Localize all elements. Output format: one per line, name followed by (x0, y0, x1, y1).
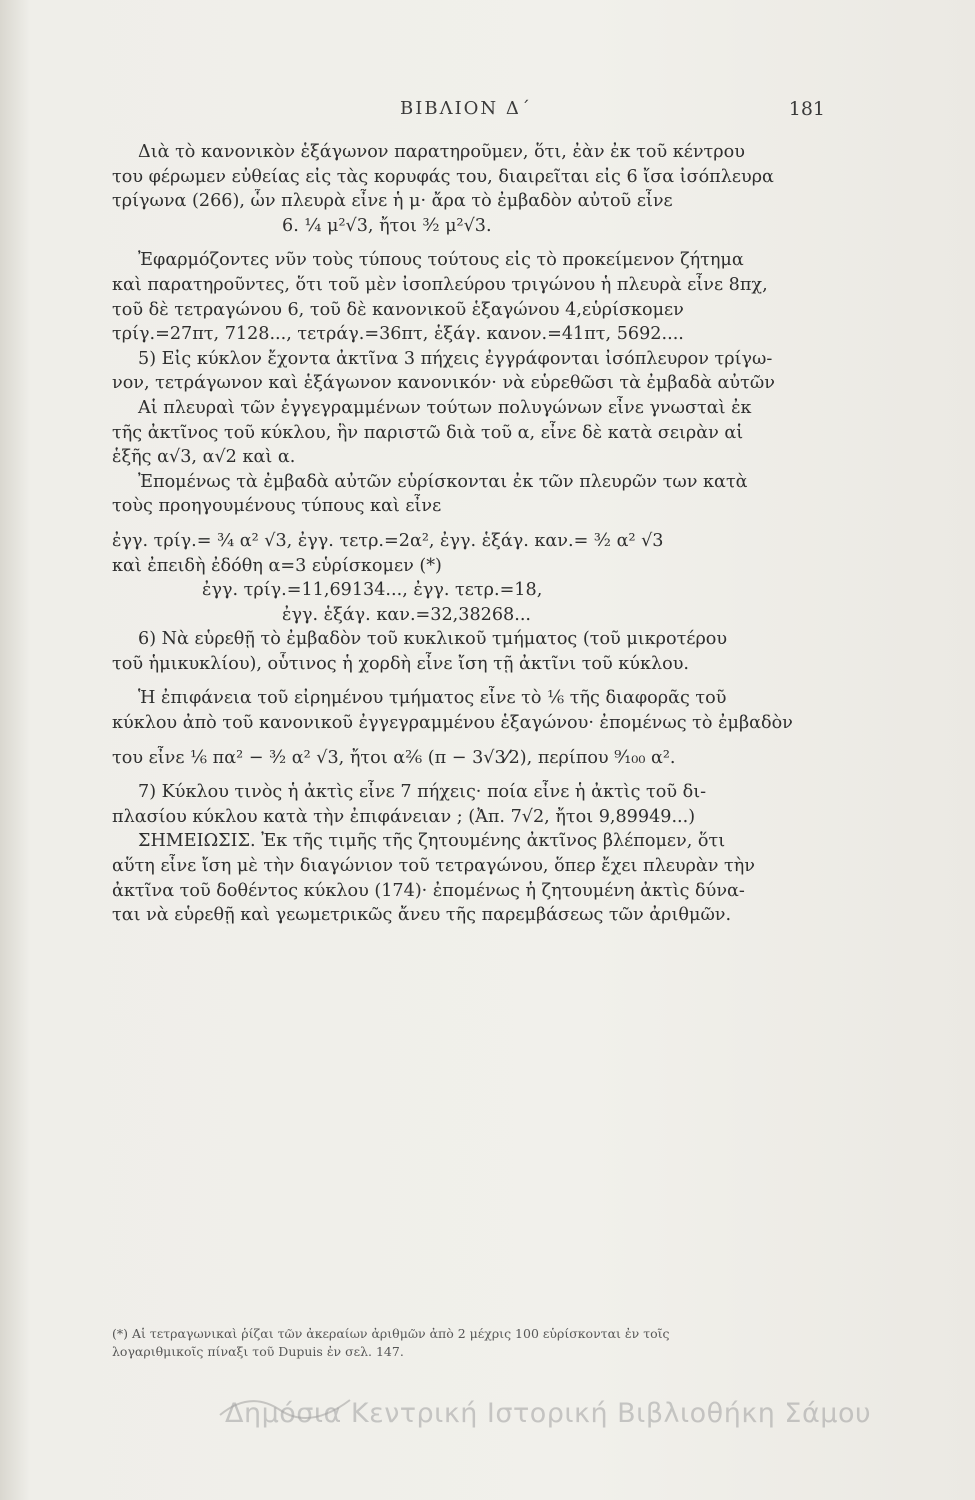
text-line: Διὰ τὸ κανονικὸν ἑξάγωνον παρατηροῦμεν, ὅτι, ἐὰν ἐκ τοῦ κέντρου (138, 142, 745, 162)
page-number: 181 (788, 98, 825, 120)
problem-7-line: 7) Κύκλου τινὸς ἡ ἀκτὶς εἶνε 7 πήχεις· ποία εἶνε ἡ ἀκτὶς τοῦ δι- (138, 782, 707, 803)
text-line: αὕτη εἶνε ἴση μὲ τὴν διαγώνιον τοῦ τετραγώνου, ὅπερ ἔχει πλευρὰν τὴν (112, 856, 756, 877)
problem-6-line: 6) Νὰ εὑρεθῇ τὸ ἐμβαδὸν τοῦ κυκλικοῦ τμήματος (τοῦ μικροτέρου (138, 629, 728, 650)
text-line: τοὺς προηγουμένους τύπους καὶ εἶνε (112, 496, 442, 517)
text-line: πλασίου κύκλου κατὰ τὴν ἐπιφάνειαν ; (Ἀπ. 7√2, ἤτοι 9,89949...) (112, 806, 696, 827)
text-line: ἀκτῖνα τοῦ δοθέντος κύκλου (174)· ἐπομένως ἡ ζητουμένη ἀκτὶς δύνα- (112, 880, 745, 901)
formula-line: ἑξῆς α√3, α√2 καὶ α. (112, 447, 296, 468)
text-line: Ἐφαρμόζοντες νῦν τοὺς τύπους τούτους εἰς τὸ προκείμενον ζήτημα (138, 250, 744, 271)
text-line: τοῦ δὲ τετραγώνου 6, τοῦ δὲ κανονικοῦ ἑξαγώνου 4,εὑρίσκομεν (112, 299, 684, 320)
formula-line: ἐγγ. ἑξάγ. καν.=32,38268... (282, 604, 532, 625)
text-line: Ἡ ἐπιφάνεια τοῦ εἰρημένου τμήματος εἶνε τὸ ⅙ τῆς διαφορᾶς τοῦ (138, 688, 727, 709)
formula-line: του εἶνε ⅙ πα² − ³⁄₂ α² √3, ἤτοι α²⁄₆ (π − 3√3⁄2), περίπου ⁹⁄₁₀₀ α². (112, 747, 676, 768)
footnote-line: (*) Αἱ τετραγωνικαὶ ῥίζαι τῶν ἀκεραίων ἀριθμῶν ἀπὸ 2 μέχρις 100 εὑρίσκονται ἐν τοῖς (112, 1326, 670, 1341)
text-line: κύκλου ἀπὸ τοῦ κανονικοῦ ἐγγεγραμμένου ἑξαγώνου· ἐπομένως τὸ ἐμβαδὸν (112, 713, 793, 734)
problem-5-line: 5) Εἰς κύκλον ἔχοντα ἀκτῖνα 3 πήχεις ἐγγράφονται ἰσόπλευρον τρίγω- (138, 348, 773, 369)
text-line: τρίγ.=27πτ, 7128..., τετράγ.=36πτ, ἑξάγ. κανον.=41πτ, 5692.... (112, 324, 684, 345)
text-line: τρίγωνα (266), ὧν πλευρὰ εἶνε ἡ μ· ἄρα τὸ ἐμβαδὸν αὐτοῦ εἶνε (112, 191, 673, 212)
text-line: του φέρωμεν εὐθείας εἰς τὰς κορυφάς του, διαιρεῖται εἰς 6 ἴσα ἰσόπλευρα (112, 166, 774, 187)
text-line: Αἱ πλευραὶ τῶν ἐγγεγραμμένων τούτων πολυγώνων εἶνε γνωσταὶ ἐκ (138, 397, 752, 418)
text-line: καὶ παρατηροῦντες, ὅτι τοῦ μὲν ἰσοπλεύρου τριγώνου ἡ πλευρὰ εἶνε 8πχ, (112, 274, 768, 295)
formula-line: ἐγγ. τρίγ.=11,69134..., ἐγγ. τετρ.=18, (202, 580, 543, 601)
library-watermark: Δημόσια Κεντρική Ιστορική Βιβλιοθήκη Σάμου (225, 1398, 872, 1429)
formula-line: ἐγγ. τρίγ.= ¾ α² √3, ἐγγ. τετρ.=2α², ἐγγ. ἑξάγ. καν.= ³⁄₂ α² √3 (112, 530, 664, 551)
text-line: ται νὰ εὑρεθῇ καὶ γεωμετρικῶς ἄνευ τῆς παρεμβάσεως τῶν ἀριθμῶν. (112, 905, 732, 926)
page-header (0, 98, 975, 128)
body-text (112, 140, 844, 928)
remark-line: ΣΗΜΕΙΩΣΙΣ. Ἐκ τῆς τιμῆς τῆς ζητουμένης ἀκτῖνος βλέπομεν, ὅτι (138, 831, 726, 852)
text-line: Ἐπομένως τὰ ἐμβαδὰ αὐτῶν εὑρίσκονται ἐκ τῶν πλευρῶν των κατὰ (138, 471, 748, 492)
text-line: νον, τετράγωνον καὶ ἑξάγωνον κανονικόν· νὰ εὑρεθῶσι τὰ ἐμβαδὰ αὐτῶν (112, 373, 775, 394)
text-line: καὶ ἐπειδὴ ἐδόθη α=3 εὑρίσκομεν (*) (112, 555, 442, 576)
text-line: τῆς ἀκτῖνος τοῦ κύκλου, ἣν παριστῶ διὰ τοῦ α, εἶνε δὲ κατὰ σειρὰν αἱ (112, 422, 744, 443)
formula-line: 6. ¼ μ²√3, ἤτοι ³⁄₂ μ²√3. (282, 215, 492, 236)
text-line: τοῦ ἡμικυκλίου), οὗτινος ἡ χορδὴ εἶνε ἴση τῇ ἀκτῖνι τοῦ κύκλου. (112, 653, 690, 674)
running-head: ΒΙΒΛΙΟΝ Δ΄ (400, 98, 532, 119)
footnote-line: λογαριθμικοῖς πίναξι τοῦ Dupuis ἐν σελ. 147. (112, 1344, 404, 1359)
footnote (112, 1325, 844, 1361)
